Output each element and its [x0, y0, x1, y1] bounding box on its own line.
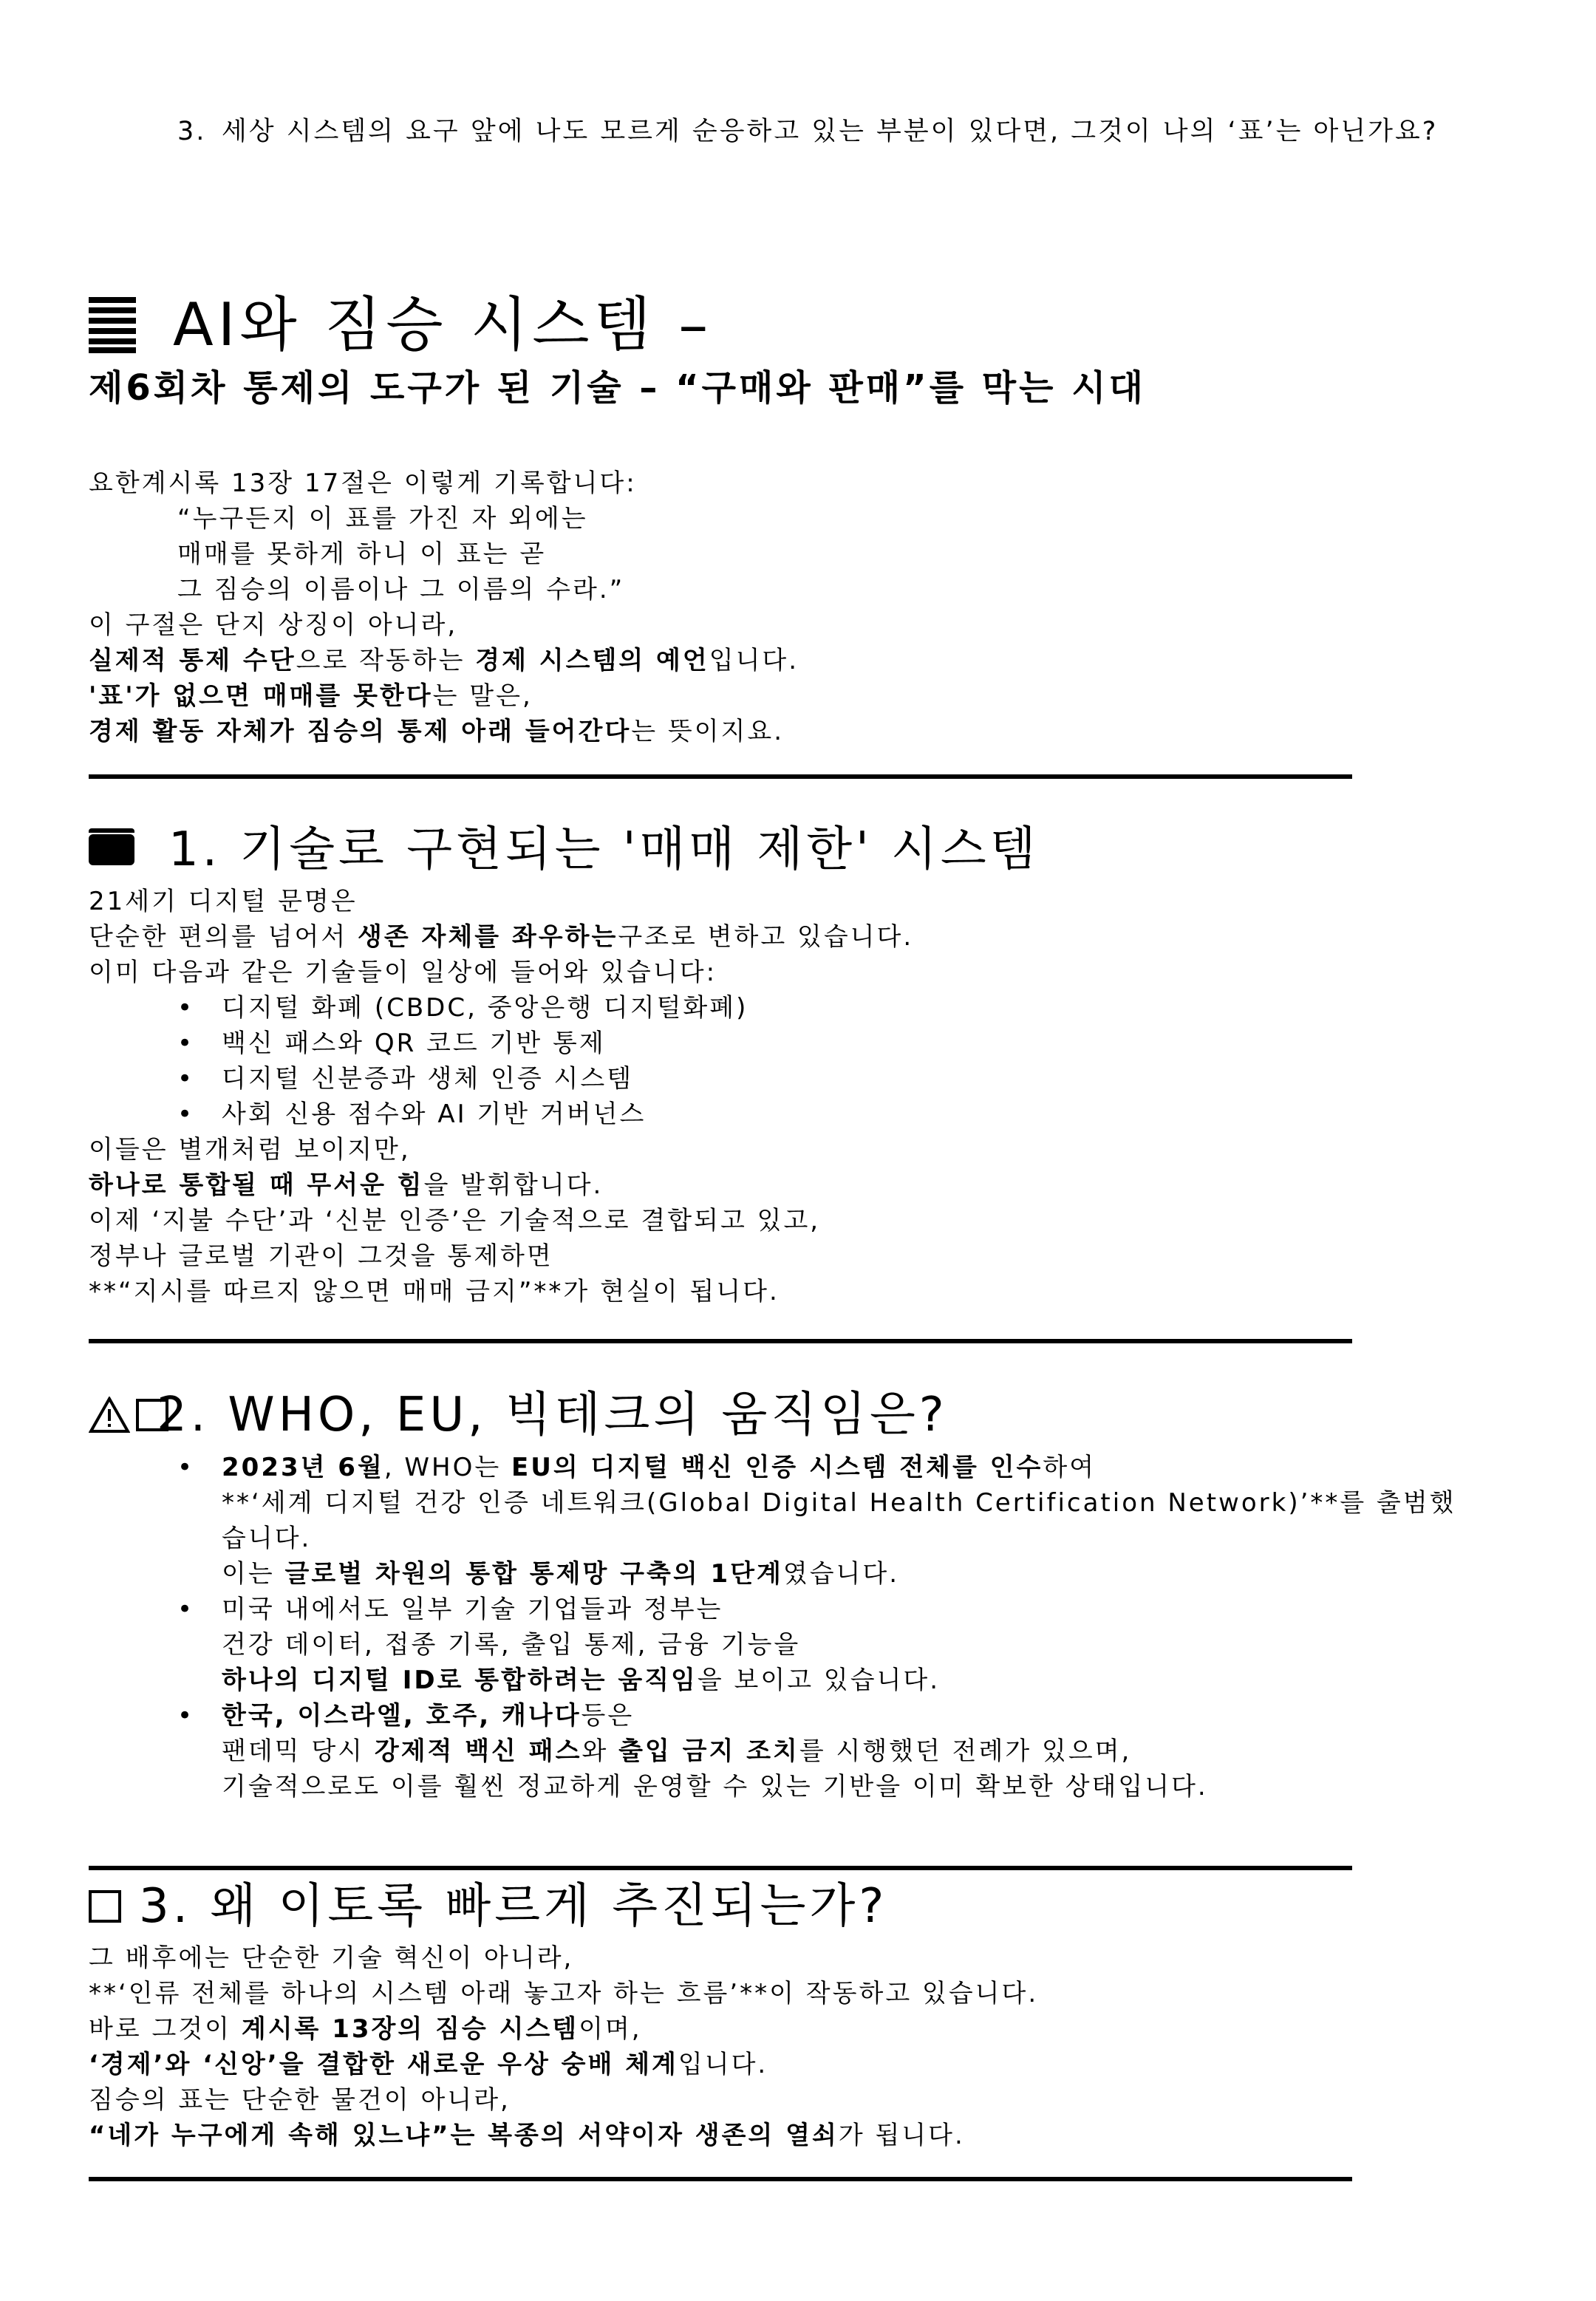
paragraph-line: 단순한 편의를 넘어서 생존 자체를 좌우하는구조로 변하고 있습니다.: [89, 922, 914, 952]
divider: [89, 1339, 1352, 1343]
list-item: • 디지털 화폐 (CBDC, 중앙은행 디지털화폐): [177, 990, 748, 1026]
list-item-line: 기술적으로도 이를 훨씬 정교하게 운영할 수 있는 기반을 이미 확보한 상태입니다.: [222, 1772, 1208, 1801]
title-text: AI와 짐승 시스템 –: [173, 290, 713, 359]
paragraph-line: 짐승의 표는 단순한 물건이 아니라,: [89, 2085, 511, 2115]
list-item: • 한국, 이스라엘, 호주, 캐나다등은: [177, 1698, 1456, 1734]
intro-section: [89, 466, 799, 749]
question-number: 3.: [177, 117, 207, 146]
box-icon: [89, 1890, 121, 1923]
list-item: • 백신 패스와 QR 코드 기반 통제: [177, 1026, 748, 1061]
divider: [89, 1866, 1352, 1870]
list-item: • 미국 내에서도 일부 기술 기업들과 정부는: [177, 1592, 1456, 1627]
tech-list: [177, 990, 748, 1132]
list-item-line: **‘세계 디지털 건강 인증 네트워크(Global Digital Health Certification Network)’**를 출범했: [222, 1488, 1456, 1518]
paragraph-line: “네가 누구에게 속해 있느냐”는 복종의 서약이자 생존의 열쇠가 됩니다.: [89, 2121, 965, 2150]
paragraph-line: 정부나 글로벌 기관이 그것을 통제하면: [89, 1241, 553, 1271]
intro-line: 경제 활동 자체가 짐승의 통제 아래 들어간다는 뜻이지요.: [89, 717, 785, 746]
list-item: • 2023년 6월, WHO는 EU의 디지털 백신 인증 시스템 전체를 인수하여: [177, 1450, 1456, 1485]
document-icon: [89, 297, 136, 353]
paragraph-line: 이미 다음과 같은 기술들이 일상에 들어와 있습니다:: [89, 958, 717, 987]
paragraph-line: 21세기 디지털 문명은: [89, 887, 358, 916]
quote-line: 그 짐승의 이름이나 그 이름의 수라.”: [177, 575, 625, 604]
page-subtitle: 제6회차 통제의 도구가 된 기술 – “구매와 판매”를 막는 시대: [89, 367, 1146, 409]
section-2-heading: 2. WHO, EU, 빅테크의 움직임은?: [89, 1385, 948, 1445]
list-item-line: 팬데믹 당시 강제적 백신 패스와 출입 금지 조치를 시행했던 전례가 있으며,: [222, 1736, 1132, 1766]
section-1-body: [89, 884, 913, 990]
paragraph-line: 이들은 별개처럼 보이지만,: [89, 1135, 411, 1165]
warning-icon: [89, 1397, 130, 1434]
question-3: [177, 112, 1522, 151]
paragraph-line: 이제 ‘지불 수단’과 ‘신분 인증’은 기술적으로 결합되고 있고,: [89, 1206, 821, 1235]
section-3-body: [89, 1940, 1038, 2153]
intro-line: '표'가 없으면 매매를 못한다는 말은,: [89, 681, 533, 711]
intro-line: 실제적 통제 수단으로 작동하는 경제 시스템의 예언입니다.: [89, 646, 799, 675]
movement-list: [177, 1450, 1456, 1804]
quote-line: “누구든지 이 표를 가진 자 외에는: [177, 504, 588, 534]
paragraph-line: **“지시를 따르지 않으면 매매 금지”**가 현실이 됩니다.: [89, 1277, 780, 1306]
title-block: [89, 288, 1146, 414]
paragraph-line: 하나로 통합될 때 무서운 힘을 발휘합니다.: [89, 1170, 604, 1200]
list-item-line: 이는 글로벌 차원의 통합 통제망 구축의 1단계였습니다.: [222, 1559, 900, 1589]
card-icon: [89, 834, 134, 865]
paragraph-line: ‘경제’와 ‘신앙’을 결합한 새로운 우상 숭배 체계입니다.: [89, 2050, 768, 2079]
page-title: [89, 288, 1146, 362]
question-text: 세상 시스템의 요구 앞에 나도 모르게 순응하고 있는 부분이 있다면, 그것이 나의 ‘표’는 아닌가요?: [222, 117, 1439, 146]
paragraph-line: **‘인류 전체를 하나의 시스템 아래 놓고자 하는 흐름’**이 작동하고 있습니다.: [89, 1979, 1039, 2008]
intro-line: 이 구절은 단지 상징이 아니라,: [89, 610, 458, 640]
list-item: • 디지털 신분증과 생체 인증 시스템: [177, 1061, 748, 1097]
divider: [89, 2177, 1352, 2181]
list-item: • 사회 신용 점수와 AI 기반 거버넌스: [177, 1097, 748, 1132]
list-item-line: 건강 데이터, 접종 기록, 출입 통제, 금융 기능을: [222, 1630, 801, 1660]
list-item-line: 하나의 디지털 ID로 통합하려는 움직임을 보이고 있습니다.: [222, 1666, 941, 1695]
divider: [89, 774, 1352, 779]
section-1-body-2: [89, 1132, 820, 1309]
paragraph-line: 바로 그것이 계시록 13장의 짐승 시스템이며,: [89, 2014, 642, 2044]
section-3-heading: 3. 왜 이토록 빠르게 추진되는가?: [89, 1877, 887, 1936]
intro-line: 요한계시록 13장 17절은 이렇게 기록합니다:: [89, 468, 637, 498]
quote-line: 매매를 못하게 하니 이 표는 곧: [177, 539, 547, 569]
list-item-line: 습니다.: [222, 1524, 312, 1553]
section-1-heading: 1. 기술로 구현되는 '매매 제한' 시스템: [89, 820, 1040, 879]
paragraph-line: 그 배후에는 단순한 기술 혁신이 아니라,: [89, 1943, 574, 1973]
